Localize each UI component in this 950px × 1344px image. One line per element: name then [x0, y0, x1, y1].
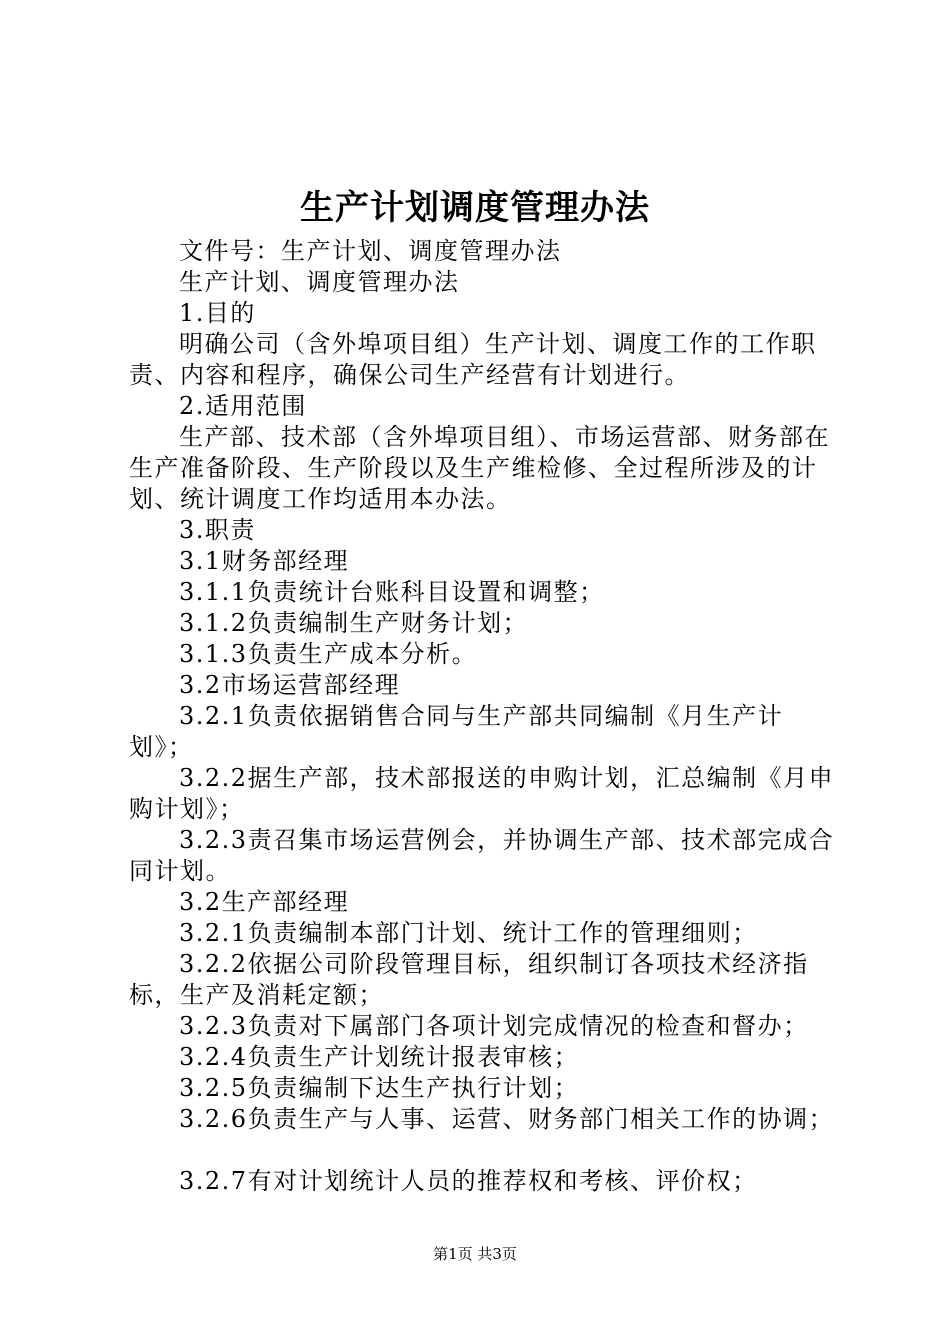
heading-duties: 3.职责 [179, 516, 256, 544]
item-3-2-5-production: 3.2.5负责编制下达生产执行计划； [179, 1074, 580, 1102]
paragraph-purpose: 明确公司（含外埠项目组）生产计划、调度工作的工作职责、内容和程序，确保公司生产经营有计划进行。 [129, 330, 817, 389]
heading-finance-manager: 3.1财务部经理 [179, 547, 350, 575]
item-3-2-3-production: 3.2.3负责对下属部门各项计划完成情况的检查和督办； [179, 1012, 809, 1040]
item-3-2-7-production: 3.2.7有对计划统计人员的推荐权和考核、评价权； [179, 1167, 758, 1195]
item-3-2-2-market: 3.2.2据生产部，技术部报送的申购计划，汇总编制《月申购计划》； [129, 764, 835, 823]
item-3-2-2-production: 3.2.2依据公司阶段管理目标，组织制订各项技术经济指标，生产及消耗定额； [129, 950, 809, 1009]
paragraph-scope: 生产部、技术部（含外埠项目组）、市场运营部、财务部在生产准备阶段、生产阶段以及生产维检修、全过程所涉及的计划、统计调度工作均适用本办法。 [129, 423, 830, 513]
item-3-1-2: 3.1.2负责编制生产财务计划； [179, 609, 529, 637]
heading-market-manager: 3.2市场运营部经理 [179, 671, 401, 699]
item-3-2-1-production: 3.2.1负责编制本部门计划、统计工作的管理细则； [179, 919, 758, 947]
document-title: 生产计划调度管理办法 [300, 188, 650, 228]
page-footer: 第1页 共3页 [433, 1245, 517, 1263]
paragraph-subtitle: 生产计划、调度管理办法 [179, 268, 460, 296]
item-3-2-6-production: 3.2.6负责生产与人事、运营、财务部门相关工作的协调； [179, 1105, 835, 1133]
item-3-1-1: 3.1.1负责统计台账科目设置和调整； [179, 578, 605, 606]
document-body [129, 236, 835, 1197]
item-3-2-4-production: 3.2.4负责生产计划统计报表审核； [179, 1043, 580, 1071]
item-3-2-1-market: 3.2.1负责依据销售合同与生产部共同编制《月生产计划》； [129, 702, 784, 761]
paragraph-file-number: 文件号：生产计划、调度管理办法 [179, 237, 562, 265]
heading-scope: 2.适用范围 [179, 392, 307, 420]
heading-production-manager: 3.2生产部经理 [179, 888, 350, 916]
item-3-1-3: 3.1.3负责生产成本分析。 [179, 640, 478, 668]
heading-purpose: 1.目的 [179, 299, 256, 327]
item-3-2-3-market: 3.2.3责召集市场运营例会，并协调生产部、技术部完成合同计划。 [129, 826, 835, 885]
